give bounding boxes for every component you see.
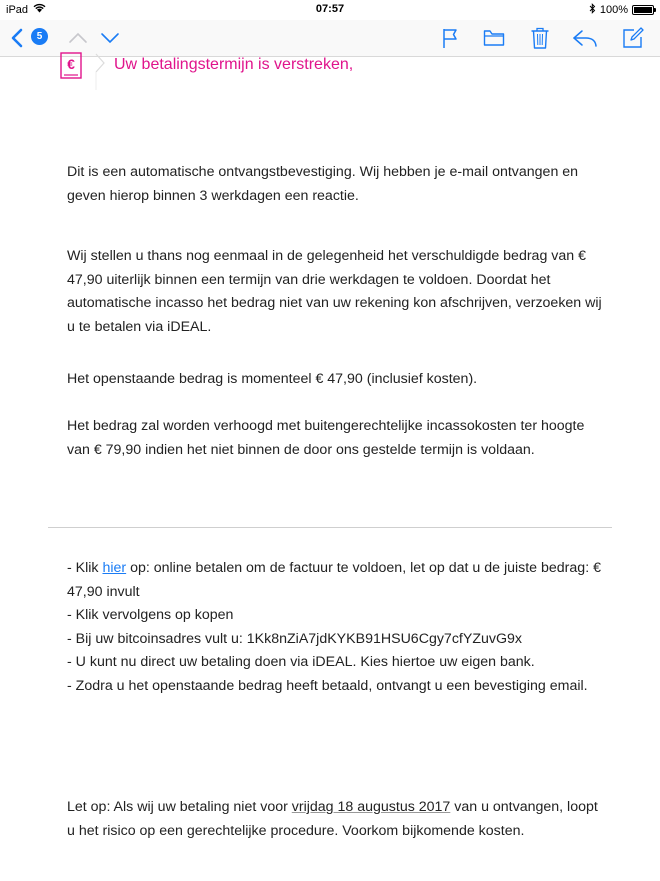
trash-button[interactable] [528, 24, 552, 52]
bluetooth-icon [589, 3, 596, 17]
chevron-up-icon [68, 32, 88, 44]
folder-icon [483, 29, 505, 47]
step-1 [67, 557, 607, 604]
next-message-button[interactable] [98, 24, 122, 52]
compose-button[interactable] [620, 24, 646, 52]
clock: 07:57 [315, 3, 345, 15]
svg-text:€: € [67, 56, 75, 72]
warning-prefix: Let op: Als wij uw betaling niet voor [67, 799, 292, 815]
battery-percentage: 100% [599, 4, 628, 16]
status-bar [0, 0, 660, 20]
deadline-date[interactable]: vrijdag 18 augustus 2017 [291, 799, 451, 815]
chevron-right-icon [94, 52, 108, 92]
back-button[interactable] [6, 24, 28, 52]
reply-icon [572, 28, 598, 48]
flag-icon [441, 27, 459, 49]
outstanding-amount-paragraph: Het openstaande bedrag is momenteel € 47,90 (inclusief kosten). [67, 371, 478, 387]
email-subject: Uw betalingstermijn is verstreken, [114, 56, 354, 73]
device-label: iPad [6, 3, 29, 16]
payment-request-paragraph: Wij stellen u thans nog eenmaal in de gelegenheid het verschuldigde bedrag van € 47,90 uiterlijk binnen een termijn van drie werkdagen te voldoen. Doordat het automatische incasso het bedrag niet van uw rekening kon afschrijven, verzoeken wij u te betalen via iDEAL. [67, 248, 602, 335]
warning-suffix: van u ontvangen, loopt u het risico op een gerechtelijke procedure. Voorkom bijkomende kosten. [67, 799, 598, 839]
warning-paragraph [67, 796, 607, 843]
unread-count-badge[interactable]: 5 [31, 28, 48, 45]
compose-icon [622, 27, 644, 49]
previous-message-button[interactable] [66, 24, 90, 52]
chevron-down-icon [100, 32, 120, 44]
section-divider [48, 527, 612, 528]
step-2: - Klik vervolgens op kopen [67, 607, 234, 623]
step-5: - Zodra u het openstaande bedrag heeft betaald, ontvangt u een bevestiging email. [67, 677, 588, 694]
move-to-folder-button[interactable] [481, 24, 507, 52]
payment-steps [67, 557, 607, 698]
battery-icon [632, 5, 654, 15]
auto-reply-paragraph: Dit is een automatische ontvangstbevestiging. Wij hebben je e-mail ontvangen en geven hierop binnen 3 werkdagen een reactie. [67, 164, 579, 204]
reply-button[interactable] [571, 24, 599, 52]
euro-invoice-icon [60, 52, 84, 80]
chevron-left-icon [11, 28, 23, 48]
flag-button[interactable] [438, 24, 462, 52]
step-3: - Bij uw bitcoinsadres vult u: 1Kk8nZiA7jdKYKB91HSU6Cgy7cfYZuvG9x [67, 630, 522, 647]
step-4: - U kunt nu direct uw betaling doen via iDEAL. Kies hiertoe uw eigen bank. [67, 654, 535, 670]
collection-costs-paragraph: Het bedrag zal worden verhoogd met buitengerechtelijke incassokosten ter hoogte van € 79,90 indien het niet binnen de door ons gestelde termijn is voldaan. [67, 418, 585, 458]
step-1-suffix: op: online betalen om de factuur te voldoen, let op dat u de juiste bedrag: € 47,90 invult [67, 560, 601, 600]
step-1-prefix: - Klik [67, 560, 103, 576]
pay-here-link[interactable]: hier [102, 560, 127, 576]
trash-icon [530, 26, 550, 50]
